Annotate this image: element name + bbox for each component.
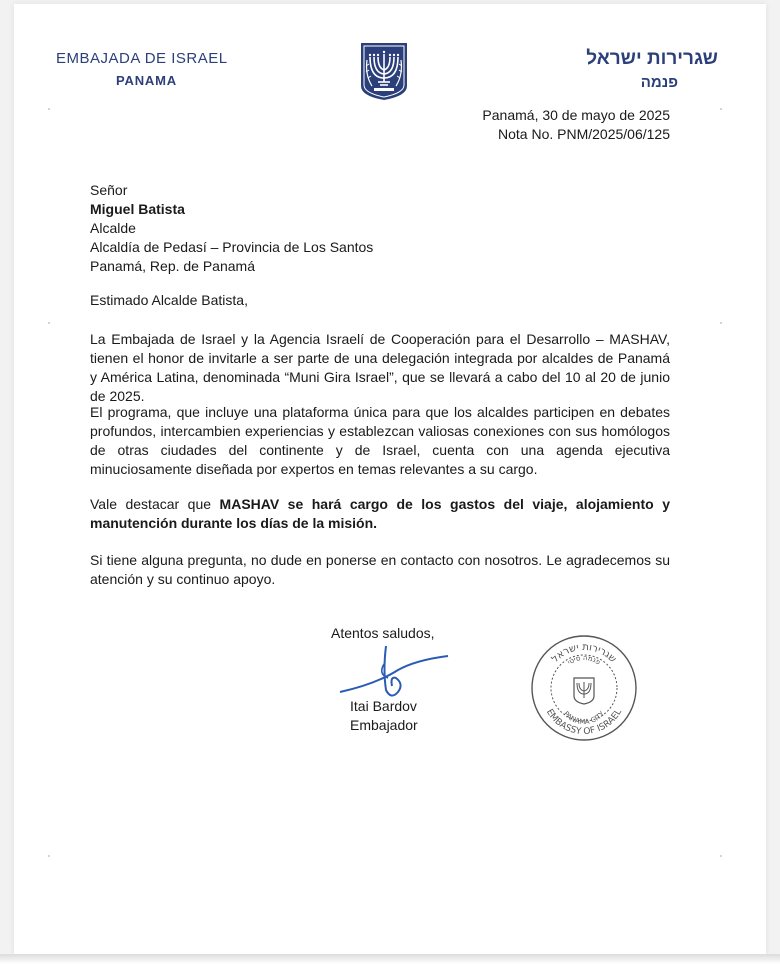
scan-dot [720, 855, 722, 857]
stamp-top-text: שגרירות ישראל [549, 641, 619, 666]
scan-dot [48, 108, 50, 110]
recipient-name: Miguel Batista [90, 201, 185, 217]
menorah-emblem-icon [358, 40, 410, 102]
recipient-office: Alcaldía de Pedasí – Provincia de Los Santos [90, 239, 374, 255]
paragraph-invitation: La Embajada de Israel y la Agencia Israelí de Cooperación para el Desarrollo – MASHAV, tienen el honor de invitarle a ser parte de una delegación integrada por alcaldes de Panamá y América Latina, denominada “Muni Gira Israel”, que se llevará a cabo del 10 al 20 de junio de 2025. [90, 331, 670, 404]
recipient-city: Panamá, Rep. de Panamá [90, 258, 255, 274]
scan-dot [48, 322, 50, 324]
handwritten-signature [336, 640, 452, 702]
signatory-block [350, 697, 418, 735]
signatory-title: Embajador [350, 717, 418, 733]
scan-dot [48, 855, 50, 857]
embassy-city-es: PANAMA [116, 73, 177, 88]
scan-dot [720, 322, 722, 324]
embassy-seal-stamp [528, 632, 640, 744]
stamp-inner-text: פנמה סיטי [566, 653, 602, 667]
scan-dot [720, 108, 722, 110]
recipient-block [90, 181, 373, 276]
salutation: Estimado Alcalde Batista, [90, 292, 248, 308]
paragraph-contact: Si tiene alguna pregunta, no dude en ponerse en contacto con nosotros. Le agradecemos su atención y su continuo apoyo. [90, 552, 670, 587]
letterhead-left [56, 50, 256, 88]
closing: Atentos saludos, [331, 625, 435, 641]
paragraph-costs [90, 495, 670, 533]
date-block [482, 106, 670, 144]
stamp-left-text: EMBASSY OF ISRAEL [543, 707, 625, 738]
paragraph-costs-bold: MASHAV se hará cargo de los gastos del viaje, alojamiento y manutención durante los días de la misión. [90, 496, 670, 531]
embassy-name-he: שגרירות ישראל [586, 48, 718, 69]
page-bottom-edge [0, 954, 780, 964]
letter-date: Panamá, 30 de mayo de 2025 [482, 107, 670, 123]
stamp-bottom-text: PANAMA CITY [561, 709, 607, 727]
letterhead-right [540, 48, 718, 91]
svg-text:פנמה סיטי [566, 654, 602, 667]
recipient-position: Alcalde [90, 220, 136, 236]
note-number: Nota No. PNM/2025/06/125 [498, 126, 670, 142]
stamp-menorah-icon [574, 678, 594, 704]
embassy-name-es: EMBAJADA DE ISRAEL [56, 50, 228, 67]
letter-page [14, 4, 766, 954]
embassy-city-he: פנמה [640, 74, 678, 91]
paragraph-program: El programa, que incluye una plataforma única para que los alcaldes participen en debates profundos, intercambien experiencias y establezcan valiosas conexiones con sus homólogos de otras ciudades del continente y de Israel, cuenta con una agenda ejecutiva minuciosamente diseñada por expertos en temas relevantes a su cargo. [90, 404, 670, 477]
paragraph-costs-prefix: Vale destacar que [90, 496, 220, 512]
recipient-title: Señor [90, 182, 128, 198]
signatory-name: Itai Bardov [350, 698, 417, 714]
